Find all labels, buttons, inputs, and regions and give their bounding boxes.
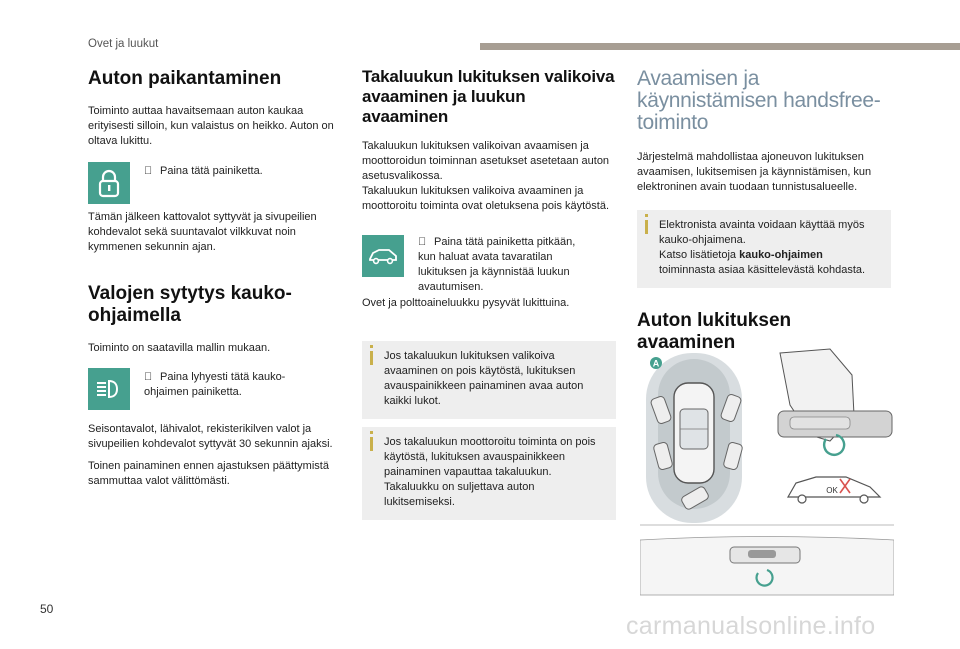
lights-step-text: Paina lyhyesti tätä kauko-ohjaimen painiketta. <box>144 371 286 398</box>
headlight-button-box <box>88 368 130 410</box>
tailgate-after: Ovet ja polttoaineluukku pysyvät lukittuina. <box>362 297 570 309</box>
lock-icon <box>96 168 122 198</box>
lights-after-2: Toinen painaminen ennen ajastuksen päättymistä sammuttaa valot välittömästi. <box>88 460 329 487</box>
arrow-bullet-icon <box>144 164 160 179</box>
note-1-text: Jos takaluukun lukituksen valikoiva avaaminen on pois käytöstä, lukituksen avauspainikkeen painaminen avaa auton kaikki lukot. <box>384 350 584 407</box>
column-3 <box>637 62 891 354</box>
car-trunk-icon <box>367 247 399 265</box>
headlight-icon <box>95 378 123 400</box>
watermark: carmanualsonline.info <box>626 612 876 640</box>
tailgate-switch-illustration <box>640 525 894 595</box>
locate-after: Tämän jälkeen kattovalot syttyvät ja sivupeilien kohdevalot sekä suuntavalot vilkkuvat noin kymmenen sekunnin ajan. <box>88 211 317 253</box>
header-bar <box>480 43 960 50</box>
info-note-2 <box>362 427 616 520</box>
page-number: 50 <box>40 602 54 616</box>
section-title-unlock: Auton lukituksen avaaminen <box>637 310 792 353</box>
info-note-1 <box>362 341 616 419</box>
unlock-illustration <box>640 345 894 610</box>
trunk-button-box <box>362 235 404 277</box>
header-label: Ovet ja luukut <box>88 38 159 50</box>
lights-step <box>88 368 340 422</box>
section-title-lights: Valojen sytytys kauko-ohjaimella <box>88 283 292 326</box>
note-3-bold: kauko-ohjaimen <box>739 249 823 261</box>
info-icon <box>370 345 373 348</box>
section-title-handsfree: Avaamisen ja käynnistämisen handsfree-toiminto <box>637 67 881 134</box>
note-3-post: toiminnasta asiaa käsittelevästä kohdasta. <box>659 264 866 276</box>
note-2-text: Jos takaluukun moottoroitu toiminta on pois käytöstä, lukituksen avauspainikkeen painaminen vapauttaa takaluukun. Takaluukku on suljettava auton lukitsemiseksi. <box>384 436 596 508</box>
info-icon <box>370 431 373 434</box>
section-title-locate: Auton paikantaminen <box>88 68 282 89</box>
arrow-bullet-icon <box>144 370 160 385</box>
column-2 <box>362 62 616 520</box>
lights-after: Seisontavalot, lähivalot, rekisterikilven valot ja sivupeilien kohdevalot syttyvät 30 sekunnin ajaksi. <box>88 423 333 450</box>
note-3-line-1: Elektronista avainta voidaan käyttää myös kauko-ohjaimena. <box>659 219 865 246</box>
car-side-ok-icon <box>778 467 888 507</box>
locate-step <box>88 162 340 210</box>
locate-step-text: Paina tätä painiketta. <box>160 165 263 177</box>
info-note-3 <box>637 210 891 288</box>
lights-intro: Toiminto on saatavilla mallin mukaan. <box>88 342 271 354</box>
badge-a-label: A <box>652 358 660 369</box>
ok-label: OK <box>826 486 838 495</box>
column-1 <box>88 62 340 489</box>
car-top-view-icon <box>674 383 714 483</box>
arrow-bullet-icon <box>418 235 434 250</box>
hand-door-handle-illustration <box>778 349 892 455</box>
tailgate-step-text: Paina tätä painiketta pitkään, kun haluat avata tavaratilan lukituksen ja käynnistää luukun avautumisen. <box>418 236 576 293</box>
lock-button-box <box>88 162 130 204</box>
tailgate-step <box>362 233 616 297</box>
section-title-tailgate: Takaluukun lukituksen valikoiva avaaminen ja luukun avaaminen <box>362 67 615 126</box>
locate-intro: Toiminto auttaa havaitsemaan auton kaukaa erityisesti silloin, kun valaistus on heikko. Auton on oltava lukittu. <box>88 105 334 147</box>
info-icon <box>645 214 648 217</box>
tailgate-intro: Takaluukun lukituksen valikoivan avaamisen ja moottoroidun toiminnan asetukset asetetaan auton asetusvalikossa. Takaluukun lukituksen valikoiva avaaminen ja moottoroitu toiminta ovat oletuksena pois käytöstä. <box>362 140 610 212</box>
handsfree-intro: Järjestelmä mahdollistaa ajoneuvon lukituksen avaamisen, lukitsemisen ja käynnistämisen, kun elektroninen avain tuodaan tunnistusalueelle. <box>637 151 872 193</box>
note-3-pre: Katso lisätietoja <box>659 249 740 261</box>
